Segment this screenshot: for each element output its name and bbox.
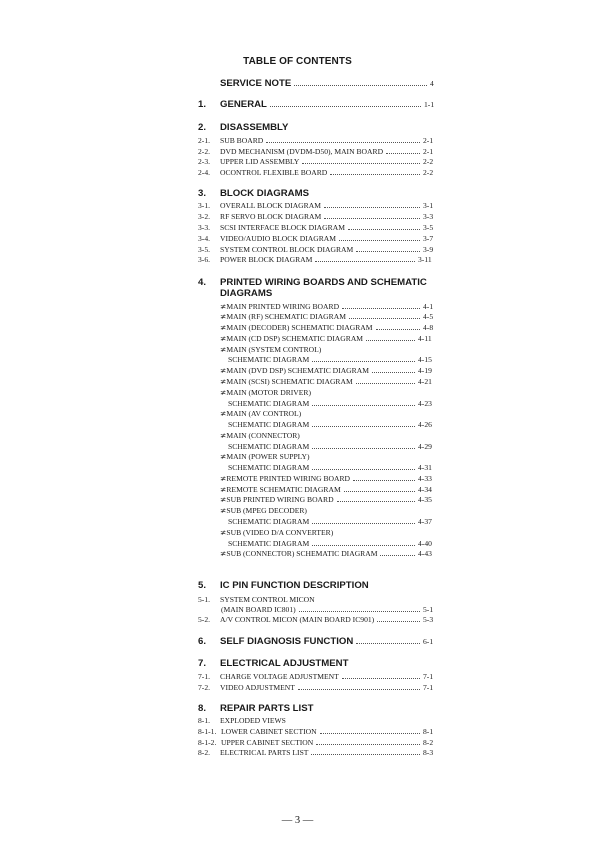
toc-title: ≭REMOTE PRINTED WIRING BOARD — [220, 474, 351, 483]
toc-title: ≭MAIN (POWER SUPPLY) — [220, 452, 310, 461]
toc-section — [0, 122, 595, 134]
toc-section — [0, 580, 595, 592]
toc-title: OCONTROL FLEXIBLE BOARD — [220, 168, 328, 177]
toc-page-number: 4-19 — [418, 366, 432, 375]
toc-page-number: 4-23 — [418, 399, 432, 408]
toc-title: SERVICE NOTE — [220, 78, 292, 89]
toc-title: ≭MAIN (MOTOR DRIVER) — [220, 388, 312, 397]
dot-leader — [270, 106, 421, 107]
toc-page-number: 7-1 — [423, 683, 434, 692]
dot-leader — [376, 329, 420, 330]
toc-title: VIDEO/AUDIO BLOCK DIAGRAM — [220, 234, 337, 243]
dot-leader — [386, 153, 420, 154]
toc-number: 2-3. — [198, 157, 211, 166]
toc-title: ≭REMOTE SCHEMATIC DIAGRAM — [220, 485, 341, 494]
dot-leader — [298, 689, 420, 690]
toc-page-number: 3-5 — [423, 223, 434, 232]
toc-entry — [0, 548, 595, 560]
toc-title: ≭SUB (VIDEO D/A CONVERTER) — [220, 528, 334, 537]
toc-title: RF SERVO BLOCK DIAGRAM — [220, 212, 322, 221]
toc-number: 3-1. — [198, 201, 211, 210]
toc-page-number: 4-31 — [418, 463, 432, 472]
toc-section — [0, 636, 595, 648]
toc-title: SCHEMATIC DIAGRAM — [228, 517, 310, 526]
toc-page-number: 2-1 — [423, 147, 434, 156]
toc-title: SUB BOARD — [220, 136, 264, 145]
toc-title: SCHEMATIC DIAGRAM — [228, 399, 310, 408]
dot-leader — [339, 240, 420, 241]
toc-number: 6. — [198, 636, 207, 647]
toc-title: ≭MAIN (DECODER) SCHEMATIC DIAGRAM — [220, 323, 373, 332]
toc-number: 1. — [198, 99, 207, 110]
toc-number: 3-5. — [198, 245, 211, 254]
dot-leader — [349, 318, 420, 319]
toc-page-number: 3-9 — [423, 245, 434, 254]
toc-page-number: 8-1 — [423, 727, 434, 736]
toc-page-number: 8-2 — [423, 738, 434, 747]
dot-leader — [324, 207, 420, 208]
dot-leader — [337, 501, 415, 502]
toc-title: CHARGE VOLTAGE ADJUSTMENT — [220, 672, 339, 681]
toc-page-number: 4-1 — [423, 302, 434, 311]
toc-number: 7-1. — [198, 672, 211, 681]
dot-leader — [366, 340, 415, 341]
toc-number: 8-1-2. — [198, 738, 217, 747]
toc-title: ≭MAIN (SYSTEM CONTROL) — [220, 345, 322, 354]
toc-page-number: 4-33 — [418, 474, 432, 483]
toc-title: ≭SUB (CONNECTOR) SCHEMATIC DIAGRAM — [220, 549, 378, 558]
toc-number: 3-6. — [198, 255, 211, 264]
toc-page-number: 6-1 — [423, 637, 434, 646]
toc-entry — [0, 747, 595, 759]
toc-title: PRINTED WIRING BOARDS AND SCHEMATIC — [220, 277, 427, 288]
toc-title: DISASSEMBLY — [220, 122, 289, 133]
dot-leader — [372, 372, 415, 373]
dot-leader — [356, 383, 415, 384]
toc-title: LOWER CABINET SECTION — [221, 727, 317, 736]
dot-leader — [380, 555, 415, 556]
toc-title: SCHEMATIC DIAGRAM — [228, 539, 310, 548]
dot-leader — [312, 545, 415, 546]
toc-number: 2-1. — [198, 136, 211, 145]
toc-entry — [0, 167, 595, 179]
page-number: — 3 — — [281, 815, 314, 826]
toc-page-number: 3-11 — [418, 255, 432, 264]
dot-leader — [294, 85, 427, 86]
toc-title: POWER BLOCK DIAGRAM — [220, 255, 313, 264]
dot-leader — [377, 621, 420, 622]
dot-leader — [356, 643, 420, 644]
dot-leader — [315, 261, 415, 262]
dot-leader — [344, 491, 415, 492]
toc-section — [0, 188, 595, 200]
toc-title: SYSTEM CONTROL MICON — [220, 595, 315, 604]
toc-page-number: 4-40 — [418, 539, 432, 548]
toc-page-number: 2-2 — [423, 157, 434, 166]
toc-title: DIAGRAMS — [220, 288, 273, 299]
toc-number: 8-1-1. — [198, 727, 217, 736]
toc-section — [0, 703, 595, 715]
toc-title: REPAIR PARTS LIST — [220, 703, 314, 714]
toc-page-number: 3-7 — [423, 234, 434, 243]
toc-title: VIDEO ADJUSTMENT — [220, 683, 295, 692]
toc-title: ≭SUB (MPEG DECODER) — [220, 506, 307, 515]
toc-title: ≭MAIN (AV CONTROL) — [220, 409, 302, 418]
toc-title: UPPER CABINET SECTION — [221, 738, 314, 747]
dot-leader — [342, 308, 420, 309]
toc-title: (MAIN BOARD IC801) — [221, 605, 296, 614]
toc-page-number: 4-29 — [418, 442, 432, 451]
dot-leader — [353, 480, 415, 481]
toc-entry — [0, 682, 595, 694]
toc-page-number: 4-11 — [418, 334, 432, 343]
toc-number: 3-3. — [198, 223, 211, 232]
dot-leader — [302, 163, 420, 164]
toc-number: 3-4. — [198, 234, 211, 243]
toc-title: SCHEMATIC DIAGRAM — [228, 463, 310, 472]
toc-number: 2-2. — [198, 147, 211, 156]
toc-number: 7-2. — [198, 683, 211, 692]
toc-section — [0, 99, 595, 111]
toc-title: SELF DIAGNOSIS FUNCTION — [220, 636, 354, 647]
toc-number: 8-1. — [198, 716, 211, 725]
toc-number: 3. — [198, 188, 207, 199]
toc-page-number: 4-21 — [418, 377, 432, 386]
toc-page-number: 4-43 — [418, 549, 432, 558]
toc-title: ELECTRICAL ADJUSTMENT — [220, 658, 349, 669]
toc-title: DVD MECHANISM (DVDM-D50), MAIN BOARD — [220, 147, 384, 156]
toc-page-number: 4-37 — [418, 517, 432, 526]
dot-leader — [316, 744, 420, 745]
toc-title: UPPER LID ASSEMBLY — [220, 157, 300, 166]
toc-page-number: 5-1 — [423, 605, 434, 614]
toc-title: SCHEMATIC DIAGRAM — [228, 442, 310, 451]
toc-page-number: 4-34 — [418, 485, 432, 494]
dot-leader — [299, 611, 420, 612]
toc-page-number: 3-3 — [423, 212, 434, 221]
toc-entry — [0, 254, 595, 266]
toc-title: ≭MAIN (SCSI) SCHEMATIC DIAGRAM — [220, 377, 353, 386]
toc-page-number: 4-15 — [418, 355, 432, 364]
toc-title: ELECTRICAL PARTS LIST — [220, 748, 309, 757]
dot-leader — [342, 678, 420, 679]
dot-leader — [320, 733, 420, 734]
toc-page-number: 1-1 — [424, 100, 435, 109]
toc-title: SCSI INTERFACE BLOCK DIAGRAM — [220, 223, 345, 232]
dot-leader — [312, 469, 415, 470]
dot-leader — [324, 218, 420, 219]
toc-title: GENERAL — [220, 99, 267, 110]
toc-number: 3-2. — [198, 212, 211, 221]
toc-entry — [0, 614, 595, 626]
toc-page-number: 2-2 — [423, 168, 434, 177]
toc-number: 5-2. — [198, 615, 211, 624]
dot-leader — [356, 251, 420, 252]
toc-page-number: 4-5 — [423, 312, 434, 321]
toc-number: 4. — [198, 277, 207, 288]
toc-number: 2. — [198, 122, 207, 133]
toc-title: EXPLODED VIEWS — [220, 716, 286, 725]
toc-title: ≭MAIN (DVD DSP) SCHEMATIC DIAGRAM — [220, 366, 369, 375]
toc-number: 8-2. — [198, 748, 211, 757]
dot-leader — [311, 754, 420, 755]
toc-page-number: 5-3 — [423, 615, 434, 624]
page-title: TABLE OF CONTENTS — [243, 56, 352, 67]
toc-title: ≭MAIN (CD DSP) SCHEMATIC DIAGRAM — [220, 334, 364, 343]
toc-number: 7. — [198, 658, 207, 669]
toc-title: OVERALL BLOCK DIAGRAM — [220, 201, 321, 210]
dot-leader — [312, 448, 415, 449]
toc-section — [0, 78, 595, 90]
toc-title: ≭SUB PRINTED WIRING BOARD — [220, 495, 334, 504]
toc-title: ≭MAIN (RF) SCHEMATIC DIAGRAM — [220, 312, 346, 321]
toc-page-number: 4 — [430, 79, 434, 88]
dot-leader — [348, 229, 420, 230]
toc-page-number: 3-1 — [423, 201, 434, 210]
toc-title: A/V CONTROL MICON (MAIN BOARD IC901) — [220, 615, 375, 624]
dot-leader — [330, 174, 420, 175]
dot-leader — [266, 142, 420, 143]
toc-number: 2-4. — [198, 168, 211, 177]
toc-title: SYSTEM CONTROL BLOCK DIAGRAM — [220, 245, 354, 254]
toc-number: 5. — [198, 580, 207, 591]
toc-number: 8. — [198, 703, 207, 714]
toc-number: 5-1. — [198, 595, 211, 604]
toc-page-number: 4-26 — [418, 420, 432, 429]
toc-title: BLOCK DIAGRAMS — [220, 188, 310, 199]
dot-leader — [312, 405, 415, 406]
toc-page-number: 2-1 — [423, 136, 434, 145]
toc-title: ≭MAIN (CONNECTOR) — [220, 431, 300, 440]
toc-title: ≭MAIN PRINTED WIRING BOARD — [220, 302, 340, 311]
toc-page-number: 4-8 — [423, 323, 434, 332]
toc-section — [0, 658, 595, 670]
dot-leader — [312, 523, 415, 524]
toc-title: SCHEMATIC DIAGRAM — [228, 420, 310, 429]
toc-title: IC PIN FUNCTION DESCRIPTION — [220, 580, 369, 591]
dot-leader — [312, 361, 415, 362]
dot-leader — [312, 426, 415, 427]
toc-section — [0, 288, 595, 300]
toc-page-number: 7-1 — [423, 672, 434, 681]
toc-title: SCHEMATIC DIAGRAM — [228, 355, 310, 364]
toc-page-number: 4-35 — [418, 495, 432, 504]
toc-page-number: 8-3 — [423, 748, 434, 757]
